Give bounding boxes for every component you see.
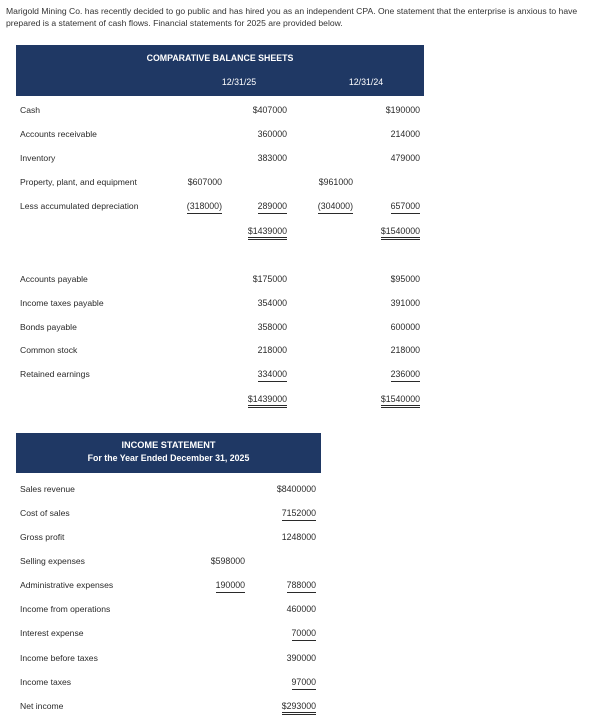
balance-sheet-value-c2: 218000 — [257, 345, 287, 355]
balance-sheet-value-p2: 214000 — [390, 129, 420, 139]
income-statement-row-label: Sales revenue — [20, 484, 75, 494]
balance-sheet-value-p2: 218000 — [390, 345, 420, 355]
balance-sheet-row-label: Accounts receivable — [20, 129, 97, 139]
income-statement-title: INCOME STATEMENT — [121, 440, 216, 450]
income-statement-row-label: Income from operations — [20, 604, 111, 614]
balance-sheet-value-c2: 334000 — [258, 369, 287, 382]
income-statement-row-label: Gross profit — [20, 532, 65, 542]
income-statement-value-c2: $8400000 — [276, 484, 316, 494]
balance-sheet-value-p2: 391000 — [390, 298, 420, 308]
balance-sheet-value-c2: 360000 — [257, 129, 287, 139]
income-statement-row-label: Interest expense — [20, 628, 84, 638]
balance-sheet-row-label: Cash — [20, 105, 41, 115]
income-statement-header — [16, 433, 321, 473]
balance-sheet-value-c2: $407000 — [252, 105, 287, 115]
balance-sheet-value-c2: $1439000 — [248, 394, 287, 408]
balance-sheet-row-label: Less accumulated depreciation — [20, 201, 139, 211]
income-statement-value-c2: 7152000 — [282, 508, 316, 521]
balance-sheet-row-label: Bonds payable — [20, 322, 77, 332]
income-statement-subtitle: For the Year Ended December 31, 2025 — [87, 453, 250, 463]
balance-sheet-value-p1: (304000) — [318, 201, 353, 214]
balance-sheet-value-p2: 657000 — [391, 201, 420, 214]
balance-sheet-value-p2: $190000 — [385, 105, 420, 115]
income-statement-row-label: Net income — [20, 701, 64, 711]
income-statement-row-label: Cost of sales — [20, 508, 70, 518]
balance-sheet-row-label: Income taxes payable — [20, 298, 104, 308]
balance-sheet-header — [16, 45, 424, 96]
income-statement-row-label: Administrative expenses — [20, 580, 114, 590]
balance-sheet-value-p2: $1540000 — [381, 226, 420, 240]
balance-sheet-row-label: Property, plant, and equipment — [20, 177, 137, 187]
income-statement-value-c2: 1248000 — [281, 532, 316, 542]
balance-sheet-value-p1: $961000 — [318, 177, 353, 187]
balance-sheet-row-label: Retained earnings — [20, 369, 90, 379]
balance-sheet-value-c2: 354000 — [257, 298, 287, 308]
date-prior: 12/31/24 — [348, 77, 384, 87]
income-statement-row-label: Income taxes — [20, 677, 72, 687]
balance-sheet-row-label: Common stock — [20, 345, 78, 355]
balance-sheet-value-c1: $607000 — [187, 177, 222, 187]
balance-sheet-row-label: Inventory — [20, 153, 56, 163]
balance-sheet-value-c2: 383000 — [257, 153, 287, 163]
date-current: 12/31/25 — [221, 77, 257, 87]
balance-sheet-value-c2: $1439000 — [248, 226, 287, 240]
income-statement-value-c1: $598000 — [210, 556, 245, 566]
income-statement-value-c2: 70000 — [292, 628, 316, 641]
balance-sheet-value-c1: (318000) — [187, 201, 222, 214]
balance-sheet-value-p2: $1540000 — [381, 394, 420, 408]
balance-sheet-value-p2: $95000 — [390, 274, 420, 284]
income-statement-value-c2: 460000 — [286, 604, 316, 614]
income-statement-row-label: Income before taxes — [20, 653, 98, 663]
intro-text: Marigold Mining Co. has recently decided to go public and has hired you as an independent CPA. One statement that the enterprise is anxious to have prepared is a statement of cash flows. Financial statements for 2025 are provided below. — [6, 6, 578, 28]
income-statement-value-c1: 190000 — [216, 580, 245, 593]
balance-sheet-title: COMPARATIVE BALANCE SHEETS — [146, 53, 294, 63]
income-statement-value-c2: $293000 — [282, 701, 316, 715]
balance-sheet-value-p2: 479000 — [390, 153, 420, 163]
balance-sheet-value-c2: 358000 — [257, 322, 287, 332]
balance-sheet-row-label: Accounts payable — [20, 274, 88, 284]
balance-sheet-value-c2: 289000 — [258, 201, 287, 214]
balance-sheet-value-p2: 236000 — [391, 369, 420, 382]
income-statement-row-label: Selling expenses — [20, 556, 85, 566]
balance-sheet-value-c2: $175000 — [252, 274, 287, 284]
balance-sheet-value-p2: 600000 — [390, 322, 420, 332]
income-statement-value-c2: 390000 — [286, 653, 316, 663]
income-statement-value-c2: 97000 — [292, 677, 316, 690]
income-statement-value-c2: 788000 — [287, 580, 316, 593]
